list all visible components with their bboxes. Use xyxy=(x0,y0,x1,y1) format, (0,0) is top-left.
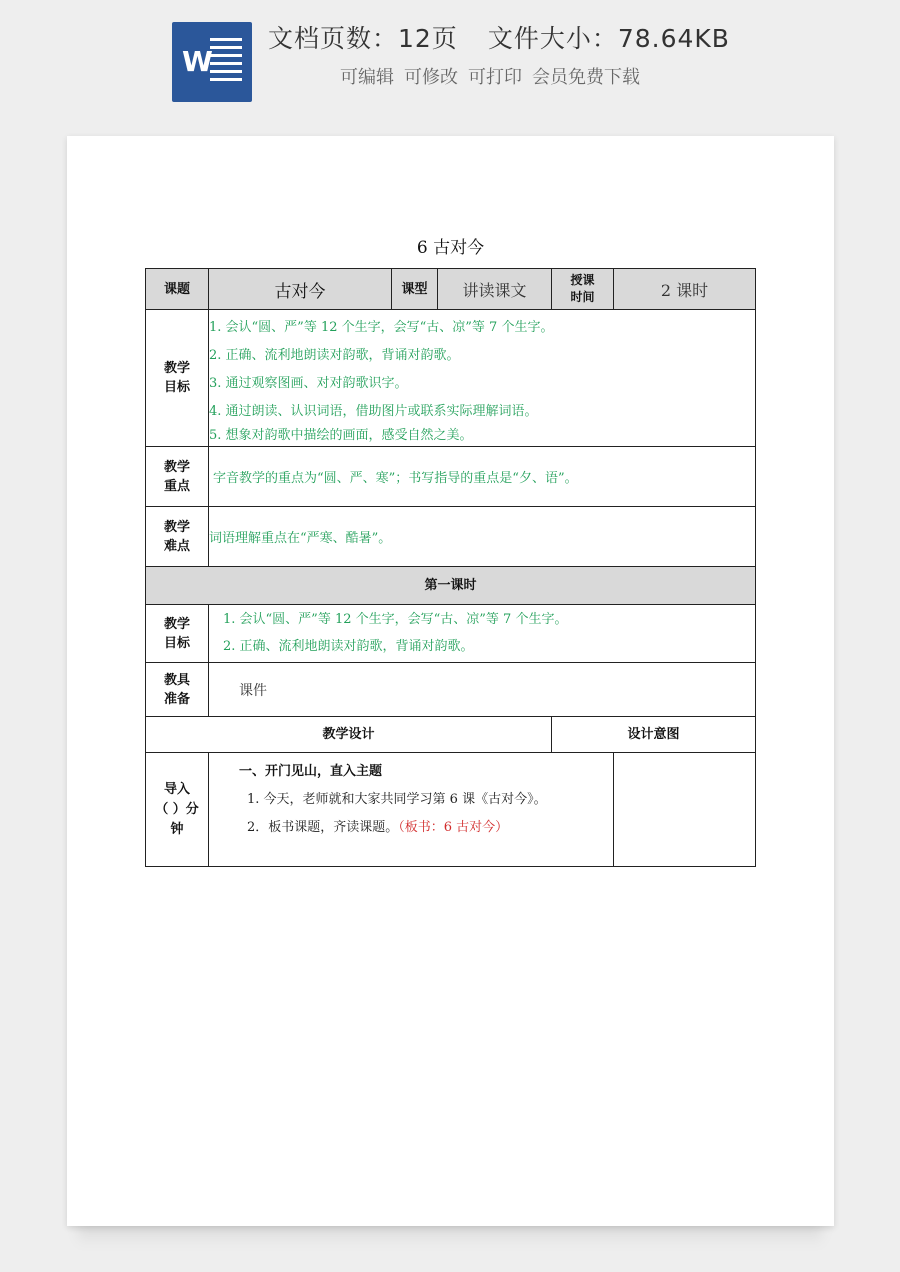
tools-row xyxy=(146,663,756,717)
difficulties-text: 词语理解重点在“严寒、酷暑”。 xyxy=(209,507,756,567)
goals-list xyxy=(209,310,756,447)
goal-item: 5. 想象对韵歌中描绘的画面，感受自然之美。 xyxy=(209,428,473,443)
goal-item: 2. 正确、流利地朗读对韵歌，背诵对韵歌。 xyxy=(209,348,460,363)
lesson1-goal-item: 2. 正确、流利地朗读对韵歌，背诵对韵歌。 xyxy=(223,639,474,654)
lesson1-heading: 第一课时 xyxy=(146,567,756,605)
word-letter: W xyxy=(182,45,213,78)
file-info xyxy=(268,22,730,56)
download-banner xyxy=(0,0,900,120)
design-header-row xyxy=(146,717,756,753)
word-document-icon xyxy=(172,22,252,102)
feature-member-download: 会员免费下载 xyxy=(532,67,640,88)
step-heading: 一、开门见山，直入主题 xyxy=(239,764,383,779)
type-value: 讲读课文 xyxy=(438,269,552,310)
intro-label: 导入 （ ）分 钟 xyxy=(146,753,209,867)
lesson1-goals-list xyxy=(209,605,756,663)
intent-label: 设计意图 xyxy=(552,717,756,753)
key-points-text: 字音教学的重点为“圆、严、寒”；书写指导的重点是“夕、语”。 xyxy=(209,447,756,507)
design-label: 教学设计 xyxy=(146,717,552,753)
feature-printable: 可打印 xyxy=(468,67,522,88)
document-page xyxy=(67,136,834,1226)
goal-item: 1. 会认“圆、严”等 12 个生字，会写“古、凉”等 7 个生字。 xyxy=(209,320,554,335)
tools-label: 教具 准备 xyxy=(146,663,209,717)
intro-row xyxy=(146,753,756,867)
topic-label: 课题 xyxy=(146,269,209,310)
board-note: （板书：6 古对今） xyxy=(398,820,509,835)
lesson1-goal-item: 1. 会认“圆、严”等 12 个生字，会写“古、凉”等 7 个生字。 xyxy=(223,612,568,627)
lesson1-goals-label: 教学 目标 xyxy=(146,605,209,663)
difficulties-label: 教学 难点 xyxy=(146,507,209,567)
file-size: 文件大小：78.64KB xyxy=(487,24,730,53)
lesson1-goals-row xyxy=(146,605,756,663)
intro-content xyxy=(209,753,614,867)
goals-label: 教学 目标 xyxy=(146,310,209,447)
goal-item: 4. 通过朗读、认识词语，借助图片或联系实际理解词语。 xyxy=(209,404,538,419)
feature-list xyxy=(340,66,650,90)
goals-row xyxy=(146,310,756,447)
key-points-label: 教学 重点 xyxy=(146,447,209,507)
hours-label: 授课 时间 xyxy=(552,269,614,310)
header-row xyxy=(146,269,756,310)
page-count: 文档页数：12页 xyxy=(268,24,458,53)
lesson1-heading-row xyxy=(146,567,756,605)
step-line-1: 1. 今天，老师就和大家共同学习第 6 课《古对今》。 xyxy=(247,792,547,807)
tools-value: 课件 xyxy=(209,663,756,717)
hours-value: 2 课时 xyxy=(614,269,756,310)
topic-value: 古对今 xyxy=(209,269,392,310)
goal-item: 3. 通过观察图画、对对韵歌识字。 xyxy=(209,376,408,391)
step-line-2: 2．板书课题，齐读课题。（板书：6 古对今） xyxy=(247,820,509,835)
feature-modifiable: 可修改 xyxy=(404,67,458,88)
type-label: 课型 xyxy=(392,269,438,310)
key-points-row xyxy=(146,447,756,507)
intent-content xyxy=(614,753,756,867)
difficulties-row xyxy=(146,507,756,567)
lesson-plan-table xyxy=(145,268,756,867)
feature-editable: 可编辑 xyxy=(340,67,394,88)
document-title: 6 古对今 xyxy=(416,238,485,258)
